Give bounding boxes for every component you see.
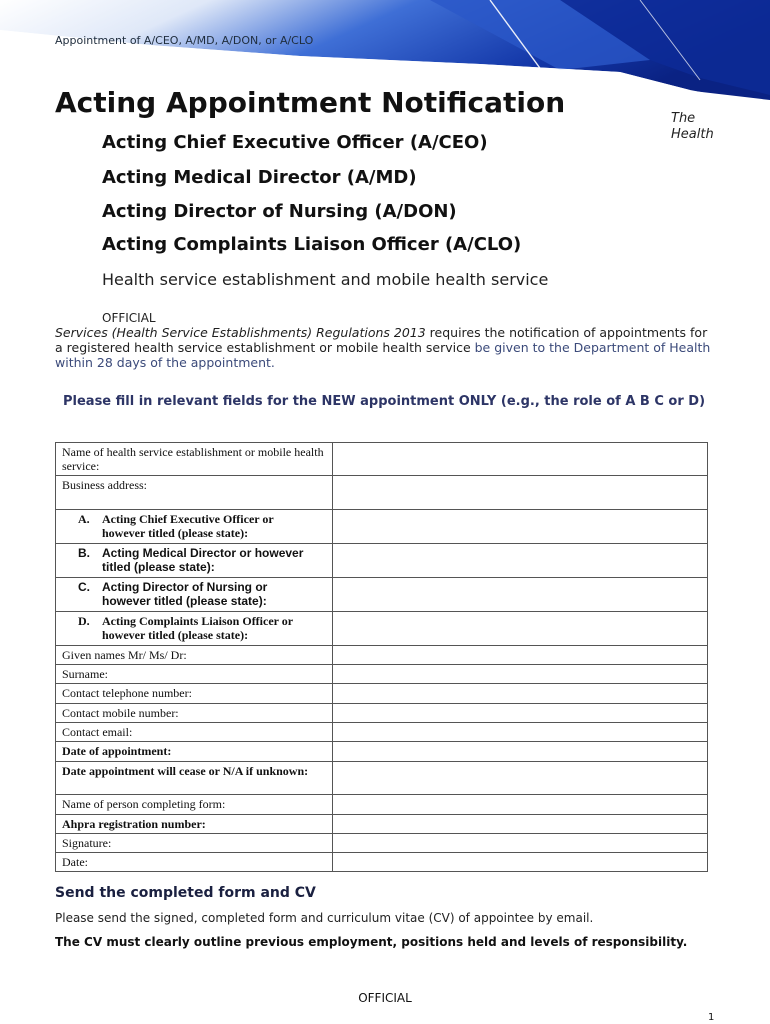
- field-input-role-b[interactable]: [333, 544, 708, 578]
- role-heading-adon: Acting Director of Nursing (A/DON): [102, 201, 457, 222]
- field-input-signature[interactable]: [333, 834, 708, 853]
- field-label-role-c: C. Acting Director of Nursing or however titled (please state):: [56, 578, 333, 612]
- send-heading: Send the completed form and CV: [55, 885, 316, 901]
- send-instructions: Please send the signed, completed form and curriculum vitae (CV) of appointee by email.: [55, 911, 594, 925]
- cv-requirement-note: The CV must clearly outline previous employment, positions held and levels of responsibility.: [55, 935, 688, 949]
- role-heading-aceo: Acting Chief Executive Officer (A/CEO): [102, 132, 488, 153]
- field-input-date[interactable]: [333, 853, 708, 872]
- field-label-role-d: D. Acting Complaints Liaison Officer or however titled (please state):: [56, 612, 333, 646]
- side-note-line: Health: [671, 127, 714, 142]
- field-label-mobile: Contact mobile number:: [56, 704, 333, 723]
- field-input-telephone[interactable]: [333, 684, 708, 704]
- intro-paragraph: [55, 325, 715, 370]
- field-input-given-names[interactable]: [333, 646, 708, 665]
- field-input-role-a[interactable]: [333, 510, 708, 544]
- field-label-ahpra: Ahpra registration number:: [56, 815, 333, 834]
- field-label-telephone: Contact telephone number:: [56, 684, 333, 704]
- side-note: [671, 111, 731, 143]
- intro-text-highlight: be given to the Department of Health within 28 days of the appointment.: [55, 340, 711, 370]
- page-number: 1: [708, 1012, 715, 1023]
- side-note-line: The: [671, 111, 696, 126]
- field-label-email: Contact email:: [56, 723, 333, 742]
- field-input-surname[interactable]: [333, 665, 708, 684]
- field-label-establishment: Name of health service establishment or mobile health service:: [56, 443, 333, 476]
- field-label-signature: Signature:: [56, 834, 333, 853]
- role-heading-aclo: Acting Complaints Liaison Officer (A/CLO): [102, 234, 522, 255]
- field-input-establishment[interactable]: [333, 443, 708, 476]
- field-label-date-cease: Date appointment will cease or N/A if unknown:: [56, 762, 333, 795]
- field-label-role-a: A. Acting Chief Executive Officer or however titled (please state):: [56, 510, 333, 544]
- field-input-role-d[interactable]: [333, 612, 708, 646]
- field-label-date: Date:: [56, 853, 333, 872]
- field-input-date-cease[interactable]: [333, 762, 708, 795]
- page-title: Acting Appointment Notification: [55, 86, 566, 119]
- regulation-title: Services (Health Service Establishments) Regulations 2013: [55, 325, 426, 340]
- field-label-date-appointment: Date of appointment:: [56, 742, 333, 762]
- official-footer: OFFICIAL: [358, 991, 412, 1005]
- appointment-form-table: [55, 442, 708, 872]
- running-header: Appointment of A/CEO, A/MD, A/DON, or A/CLO: [55, 34, 314, 47]
- field-label-surname: Surname:: [56, 665, 333, 684]
- intro-text: requires the notification of appointments for a registered health service establishment or mobile health service: [55, 325, 708, 355]
- subtitle: Health service establishment and mobile health service: [102, 270, 549, 289]
- field-label-given-names: Given names Mr/ Ms/ Dr:: [56, 646, 333, 665]
- field-input-business-address[interactable]: [333, 476, 708, 510]
- role-heading-amd: Acting Medical Director (A/MD): [102, 167, 417, 188]
- field-input-completing-person[interactable]: [333, 795, 708, 815]
- field-input-mobile[interactable]: [333, 704, 708, 723]
- fill-instruction: Please fill in relevant fields for the NEW appointment ONLY (e.g., the role of A B C or D): [63, 394, 706, 409]
- field-label-role-b: B. Acting Medical Director or however titled (please state):: [56, 544, 333, 578]
- field-label-business-address: Business address:: [56, 476, 333, 510]
- field-input-email[interactable]: [333, 723, 708, 742]
- field-label-completing-person: Name of person completing form:: [56, 795, 333, 815]
- field-input-role-c[interactable]: [333, 578, 708, 612]
- field-input-date-appointment[interactable]: [333, 742, 708, 762]
- field-input-ahpra[interactable]: [333, 815, 708, 834]
- official-marking: OFFICIAL: [102, 311, 156, 325]
